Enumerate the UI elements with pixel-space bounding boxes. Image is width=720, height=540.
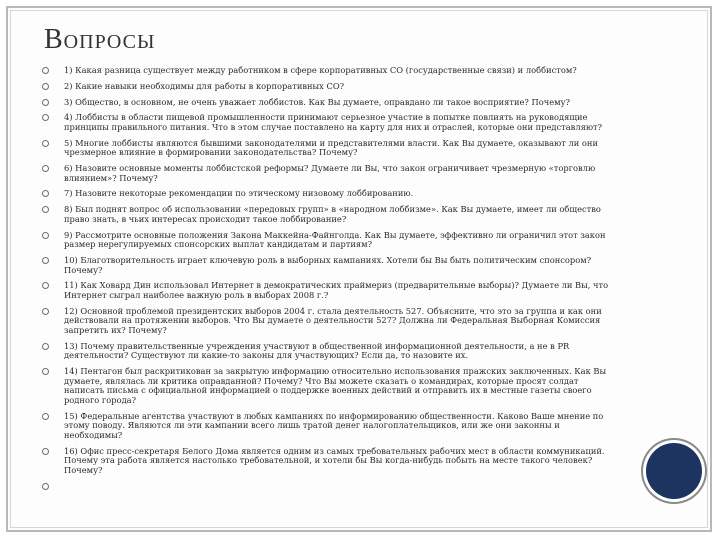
- bullet-icon: [42, 83, 49, 90]
- question-text: 2) Какие навыки необходимы для работы в корпоративных СО?: [64, 80, 345, 91]
- list-item: [38, 367, 620, 405]
- question-text: 4) Лоббисты в области пищевой промышленности принимают серьезное участие в попытке повлиять на руководящие принципы правильного питания. Что в этом случае поставлено на карту для них и отраслей, которые они представляют?: [64, 112, 603, 132]
- bullet-icon: [42, 165, 49, 172]
- list-item: [38, 307, 620, 336]
- question-text: 14) Пентагон был раскритикован за закрытую информацию относительно использования пражских заключенных. Как Вы думаете, являлась ли критика оправданной? Почему? Что Вы можете сказать о командирах, которые просят солдат написать письма с официальной информацией о поддержке военных действий и отправить их в местные газеты своего родного города?: [64, 366, 607, 405]
- question-text: 3) Общество, в основном, не очень уважает лоббистов. Как Вы думаете, оправдано ли такое восприятие? Почему?: [64, 96, 570, 107]
- question-text: 7) Назовите некоторые рекомендации по этическому низовому лоббированию.: [64, 188, 414, 199]
- question-text: 16) Офис пресс-секретаря Белого Дома является одним из самых требовательных рабочих мест в области коммуникаций. Почему эта работа является настолько требовательной, и хотели бы Вы когда-нибудь побыть на месте такого человек? Почему?: [64, 445, 605, 475]
- question-text: 9) Рассмотрите основные положения Закона Маккейна-Файнголда. Как Вы думаете, эффективно ли ограничил этот закон размер нерегулируемых спонсорских выплат кандидатам и партиям?: [64, 229, 606, 250]
- question-text: 15) Федеральные агентства участвуют в любых кампаниях по информированию общественности. Каково Ваше мнение по этому поводу. Являются ли эти кампании всего лишь тратой денег налогоплательщиков, или же они законны и необходимы?: [64, 410, 604, 440]
- bullet-icon: [42, 99, 49, 106]
- bullet-icon: [42, 206, 49, 213]
- list-item: [38, 82, 620, 92]
- question-text: 11) Как Ховард Дин использовал Интернет в демократических праймериз (предварительные выборы)? Думаете ли Вы, что Интернет сыграл наиболее важную роль в выборах 2008 г.?: [64, 280, 609, 300]
- bullet-icon: [42, 308, 49, 315]
- bullet-icon: [42, 282, 49, 289]
- question-text: 13) Почему правительственные учреждения участвуют в общественной информационной деятельности, а не в PR деятельности? Существуют ли какие-то законы для участвующих? Если да, то назовите их.: [64, 340, 570, 361]
- bullet-icon: [42, 368, 49, 375]
- list-item: [38, 66, 620, 76]
- list-item: [38, 98, 620, 108]
- list-item: [38, 342, 620, 361]
- decorative-circle: [646, 443, 702, 499]
- bullet-icon: [42, 67, 49, 74]
- list-item: [38, 189, 620, 199]
- list-item: [38, 412, 620, 441]
- list-item: [38, 231, 620, 250]
- list-item: [38, 113, 620, 132]
- bullet-icon: [42, 483, 49, 490]
- question-text: 6) Назовите основные моменты лоббистской реформы? Думаете ли Вы, что закон ограничивает чрезмерную «торговлю влиянием»? Почему?: [64, 163, 596, 183]
- bullet-icon: [42, 413, 49, 420]
- question-text: 1) Какая разница существует между работником в сфере корпоративных СО (государственные связи) и лоббистом?: [64, 65, 577, 75]
- bullet-icon: [42, 190, 49, 197]
- slide-title: Вопросы: [44, 24, 156, 55]
- question-text: 5) Многие лоббисты являются бывшими законодателями и представителями власти. Как Вы думаете, оказывают ли они чрезмерное влияние в формировании законодательства? Почему?: [64, 137, 598, 158]
- list-item: [38, 256, 620, 275]
- list-item: [38, 205, 620, 224]
- bullet-icon: [42, 448, 49, 455]
- bullet-icon: [42, 140, 49, 147]
- question-list: [38, 66, 620, 482]
- bullet-icon: [42, 114, 49, 121]
- question-text: 8) Был поднят вопрос об использовании «передовых групп» в «народном лоббизме». Как Вы думаете, имеет ли общество право знать, в чьих интересах происходит такое лоббирование?: [64, 204, 601, 224]
- list-item: [38, 164, 620, 183]
- question-text: 12) Основной проблемой президентских выборов 2004 г. стала деятельность 527. Объясните, что это за группа и как они действовали на протяжении выборов. Что Вы думаете о деятельности 527? Должна ли Федеральная Выборная Комиссия запретить их? Почему?: [64, 305, 602, 335]
- list-item: [38, 447, 620, 476]
- question-text: 10) Благотворительность играет ключевую роль в выборных кампаниях. Хотели бы Вы быть политическим спонсором? Почему?: [64, 255, 592, 275]
- list-item: [38, 139, 620, 158]
- list-item: [38, 281, 620, 300]
- bullet-icon: [42, 257, 49, 264]
- bullet-icon: [42, 232, 49, 239]
- bullet-icon: [42, 343, 49, 350]
